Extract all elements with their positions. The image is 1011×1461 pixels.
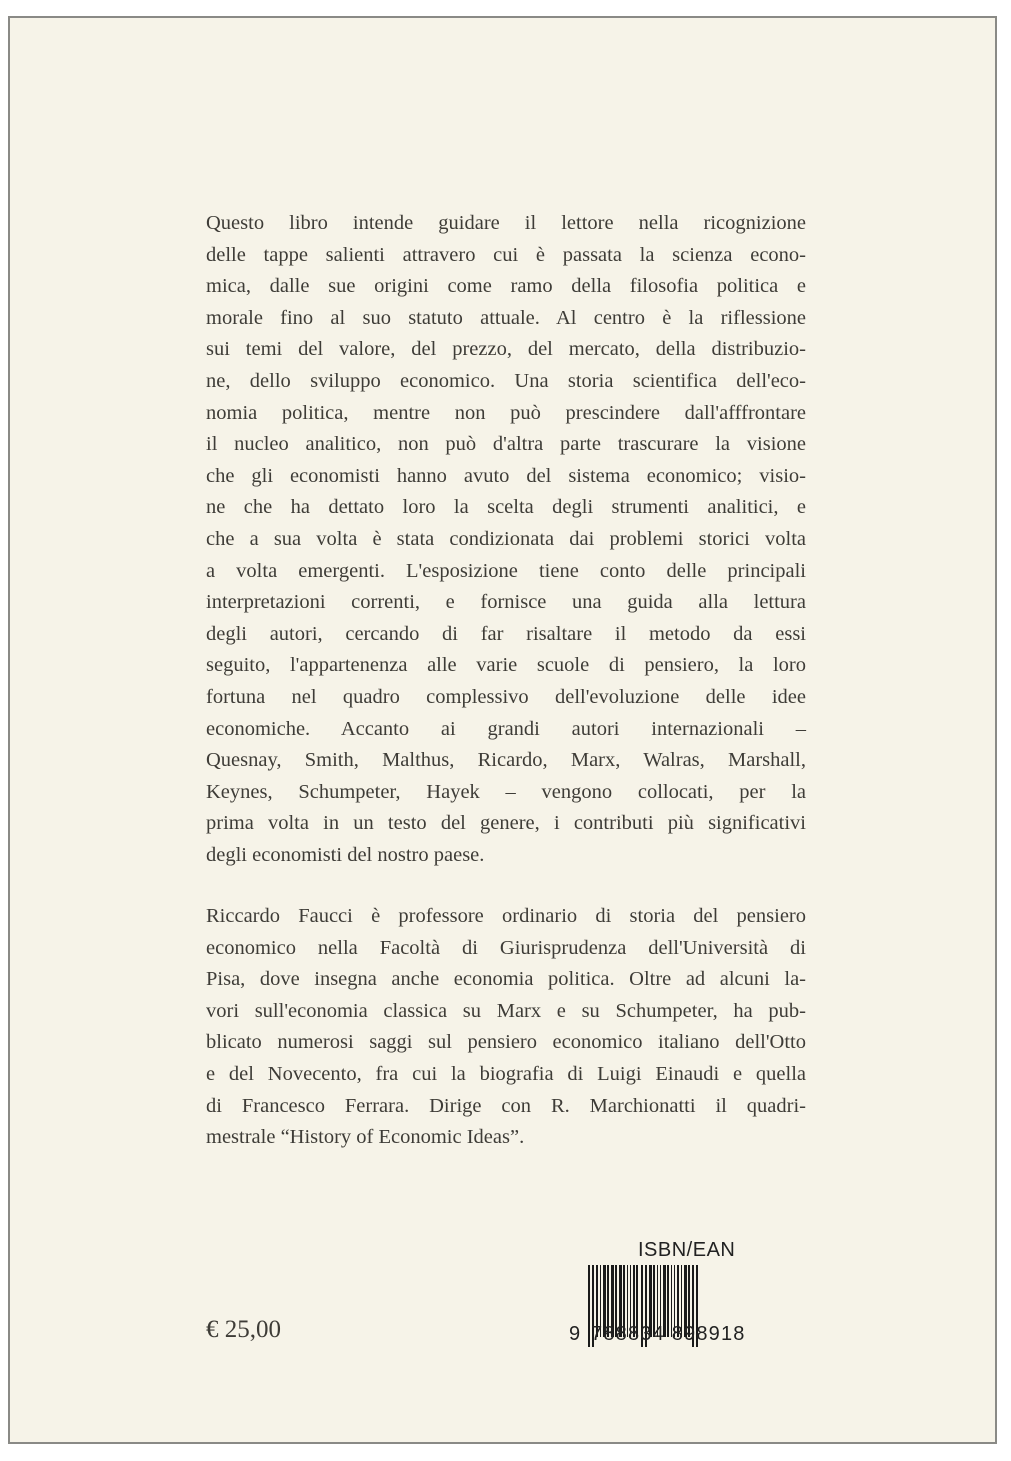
author-bio-line: e del Novecento, fra cui la biografia di Luigi Einaudi e quella: [206, 1062, 806, 1085]
author-biography: [206, 901, 806, 1154]
description-line: degli autori, cercando di far risaltare il metodo da essi: [206, 622, 806, 645]
description-line: delle tappe salienti attravero cui è passata la scienza econo-: [206, 243, 806, 266]
book-back-cover: [8, 16, 997, 1444]
price-label: € 25,00: [206, 1316, 281, 1343]
author-bio-line: Pisa, dove insegna anche economia politica. Oltre ad alcuni la-: [206, 968, 806, 991]
author-bio-line: economico nella Facoltà di Giurisprudenza dell'Università di: [206, 936, 806, 959]
description-line: Keynes, Schumpeter, Hayek – vengono collocati, per la: [206, 780, 806, 803]
description-line: che a sua volta è stata condizionata dai problemi storici volta: [206, 527, 806, 550]
description-line: nomia politica, mentre non può prescindere dall'afffrontare: [206, 401, 806, 424]
description-line: a volta emergenti. L'esposizione tiene conto delle principali: [206, 559, 806, 582]
description-line: Questo libro intende guidare il lettore nella ricognizione: [206, 212, 806, 234]
description-line: sui temi del valore, del prezzo, del mercato, della distribuzio-: [206, 338, 806, 361]
description-line: che gli economisti hanno avuto del sistema economico; visio-: [206, 464, 806, 487]
description-line: morale fino al suo statuto attuale. Al centro è la riflessione: [206, 306, 806, 329]
description-line: ne che ha dettato loro la scelta degli strumenti analitici, e: [206, 496, 806, 519]
description-line: economiche. Accanto ai grandi autori internazionali –: [206, 717, 806, 740]
description-line: ne, dello sviluppo economico. Una storia scientifica dell'eco-: [206, 369, 806, 392]
description-line: il nucleo analitico, non può d'altra parte trascurare la visione: [206, 433, 806, 456]
description-line: mica, dalle sue origini come ramo della filosofia politica e: [206, 275, 806, 298]
author-bio-line: Riccardo Faucci è professore ordinario di storia del pensiero: [206, 905, 806, 927]
description-line: prima volta in un testo del genere, i contributi più significativi: [206, 812, 806, 835]
author-bio-line: di Francesco Ferrara. Dirige con R. Marchionatti il quadri-: [206, 1094, 806, 1117]
barcode-first-digit: 9: [569, 1323, 581, 1345]
description-line: seguito, l'appartenenza alle varie scuole di pensiero, la loro: [206, 654, 806, 677]
description-line: interpretazioni correnti, e fornisce una guida alla lettura: [206, 591, 806, 614]
author-bio-line: blicato numerosi saggi sul pensiero economico italiano dell'Otto: [206, 1031, 806, 1054]
description-line: Quesnay, Smith, Malthus, Ricardo, Marx, Walras, Marshall,: [206, 749, 806, 772]
author-bio-line: vori sull'economia classica su Marx e su Schumpeter, ha pub-: [206, 999, 806, 1022]
isbn-ean-label: ISBN/EAN: [638, 1239, 736, 1261]
barcode-digits: 788834 898918: [591, 1323, 746, 1345]
barcode-guard-bar: [588, 1265, 590, 1347]
book-description: [206, 208, 806, 871]
description-line: fortuna nel quadro complessivo dell'evoluzione delle idee: [206, 685, 806, 708]
author-bio-line: mestrale “History of Economic Ideas”.: [206, 1126, 525, 1149]
description-line: degli economisti del nostro paese.: [206, 843, 485, 866]
isbn-barcode: [569, 1239, 798, 1371]
